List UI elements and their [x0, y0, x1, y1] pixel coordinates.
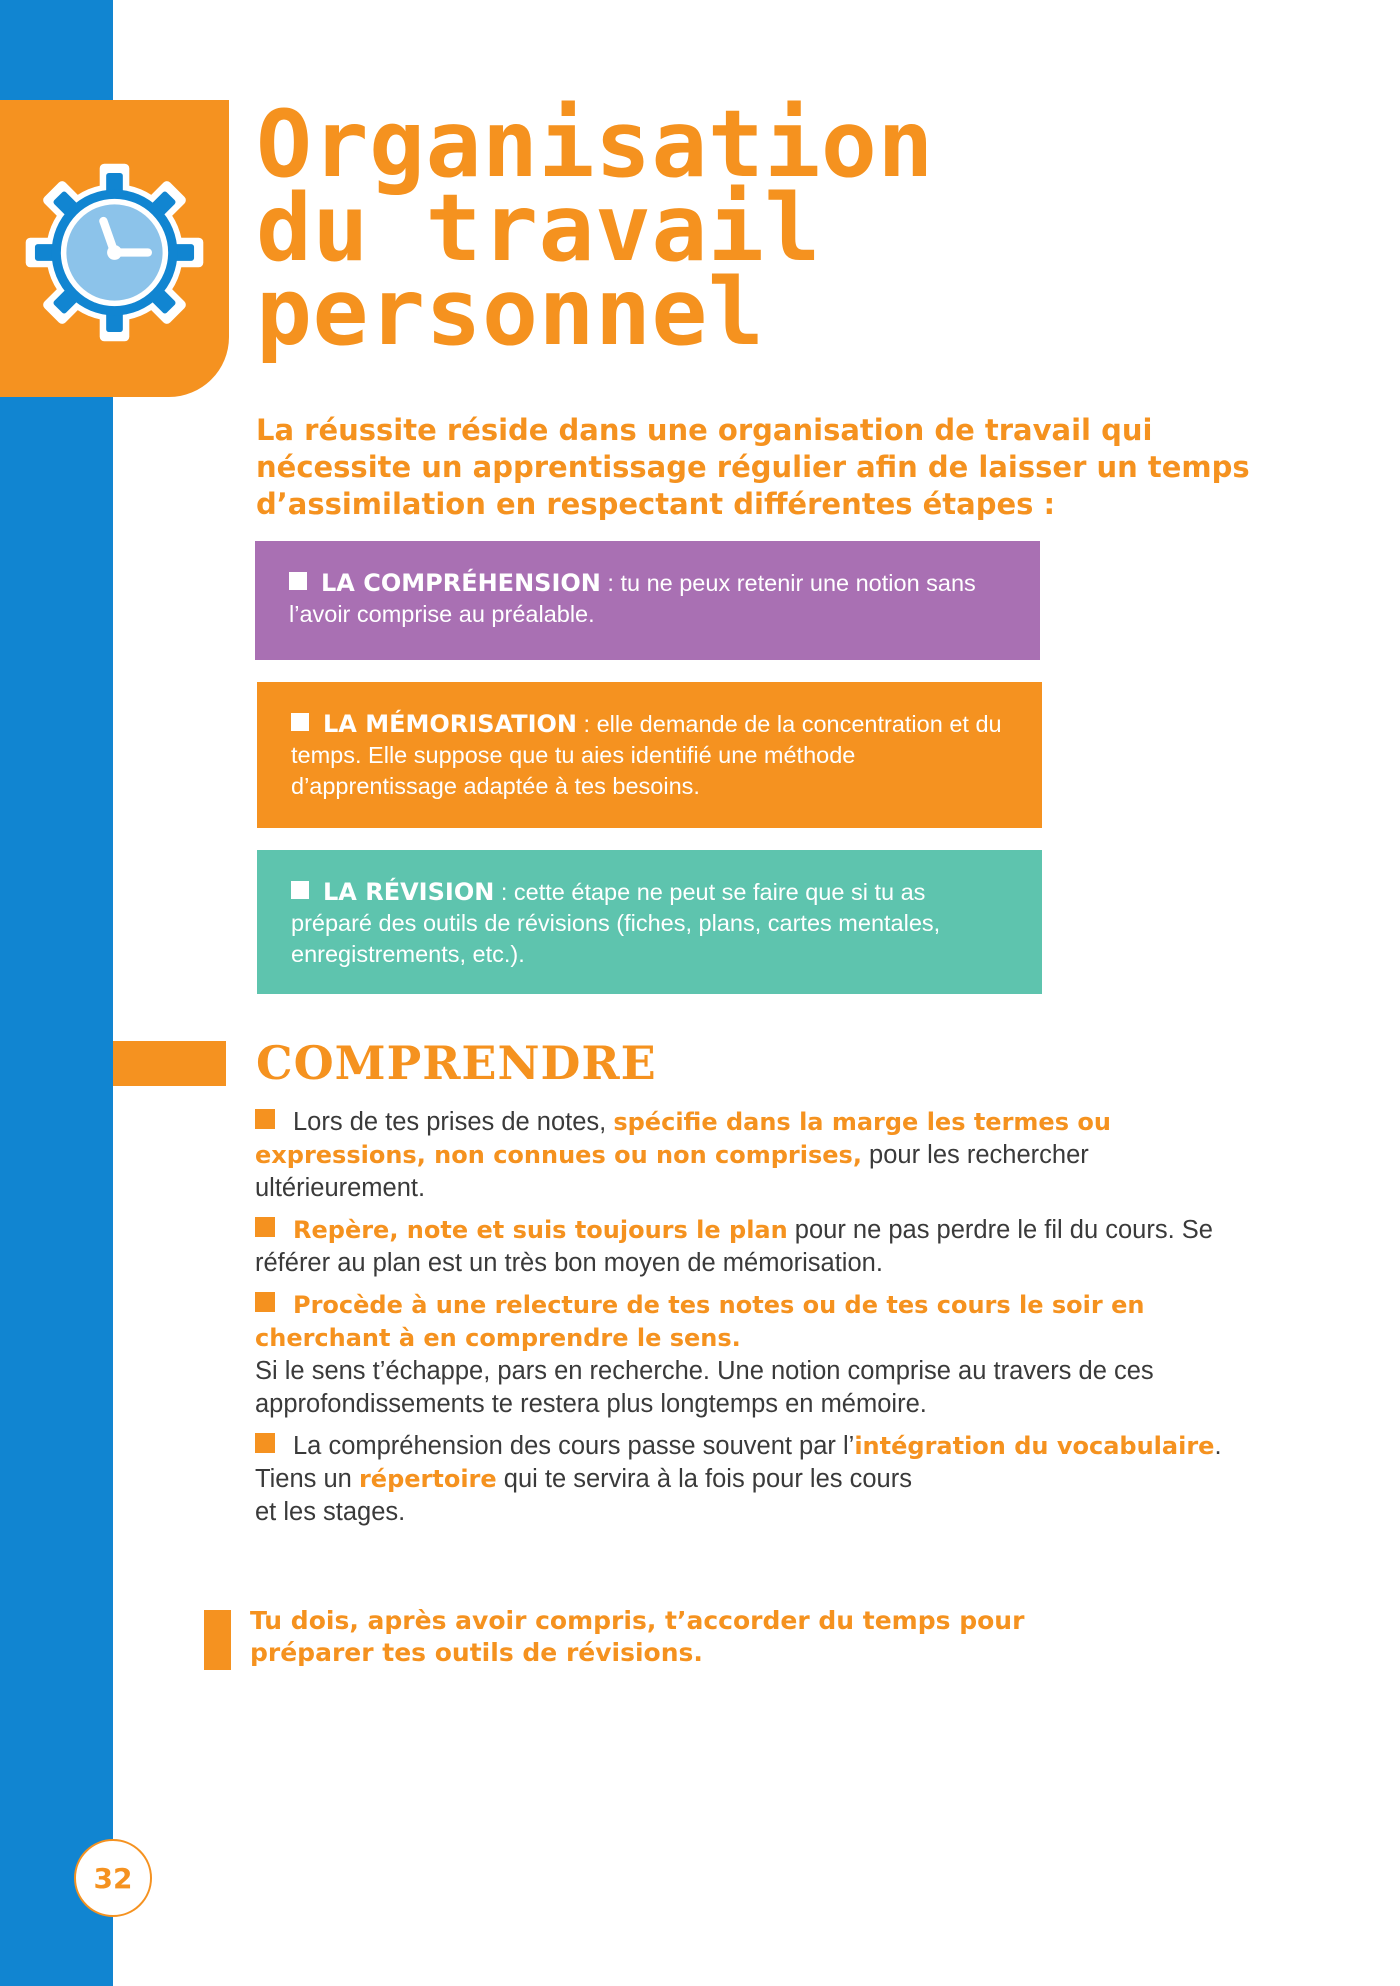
bullet-highlight: spécifie dans la marge les termes ou expressions, non connues ou non comprises, — [255, 1108, 1111, 1169]
step-text: : tu ne peux retenir une notion sans l’avoir comprise au préalable. — [289, 570, 976, 627]
step-box-comprehension — [255, 541, 1040, 660]
bullet-text: et les stages. — [255, 1498, 406, 1526]
bullet-highlight: Procède à une relecture de tes notes ou de tes cours le soir en cherchant à en comprendre le sens. — [255, 1291, 1145, 1352]
square-bullet-icon — [255, 1292, 275, 1312]
gear-clock-icon — [22, 160, 207, 345]
square-bullet-icon — [289, 572, 307, 590]
bullet-text: qui te servira à la fois pour les cours — [496, 1465, 912, 1493]
section-title: COMPRENDRE — [256, 1036, 657, 1090]
square-bullet-icon — [291, 713, 309, 731]
step-box-memorisation — [257, 682, 1042, 828]
bullet-text: . Tiens un — [255, 1432, 1222, 1493]
step-box-revision — [257, 850, 1042, 994]
note-accent-bar — [204, 1610, 231, 1670]
square-bullet-icon — [255, 1217, 275, 1237]
section-accent-bar — [113, 1041, 226, 1086]
square-bullet-icon — [291, 881, 309, 899]
title-line-2: du travail — [256, 174, 821, 282]
bullet-text: Lors de tes prises de notes, — [293, 1108, 614, 1136]
list-item — [255, 1289, 1255, 1421]
bullet-text: Si le sens t’échappe, pars en recherche. Une notion comprise au travers de ces approfondissements te restera plus longtemps en mémoire. — [255, 1357, 1154, 1418]
intro-paragraph: La réussite réside dans une organisation de travail qui nécessite un apprentissage régulier afin de laisser un temps d’assimilation en respectant différentes étapes : — [256, 413, 1250, 521]
step-keyword: LA RÉVISION — [323, 878, 495, 906]
step-text: : elle demande de la concentration et du temps. Elle suppose que tu aies identifié une méthode d’apprentissage adaptée à tes besoins. — [291, 711, 1002, 799]
page-title — [256, 90, 934, 366]
bullet-text: pour les rechercher ultérieurement. — [255, 1141, 1089, 1202]
title-line-1: Organisation — [256, 90, 934, 198]
bullet-highlight: répertoire — [358, 1465, 497, 1493]
step-keyword: LA MÉMORISATION — [323, 710, 577, 738]
page-number: 32 — [74, 1839, 152, 1917]
bullet-text: La compréhension des cours passe souvent par l’ — [293, 1432, 855, 1460]
list-item — [255, 1214, 1255, 1280]
bullet-highlight: intégration du vocabulaire — [854, 1432, 1215, 1460]
title-line-3: personnel — [256, 258, 765, 366]
list-item — [255, 1106, 1255, 1205]
step-keyword: LA COMPRÉHENSION — [321, 569, 601, 597]
closing-note: Tu dois, après avoir compris, t’accorder du temps pour préparer tes outils de révisions. — [250, 1606, 1025, 1667]
list-item — [255, 1430, 1255, 1529]
step-text: : cette étape ne peut se faire que si tu as préparé des outils de révisions (fiches, plans, cartes mentales, enregistrements, etc.). — [291, 879, 941, 967]
square-bullet-icon — [255, 1109, 275, 1129]
bullet-list — [255, 1106, 1255, 1538]
bullet-highlight: Repère, note et suis toujours le plan — [293, 1216, 788, 1244]
square-bullet-icon — [255, 1433, 275, 1453]
bullet-text: pour ne pas perdre le fil du cours. Se référer au plan est un très bon moyen de mémorisation. — [255, 1216, 1213, 1277]
